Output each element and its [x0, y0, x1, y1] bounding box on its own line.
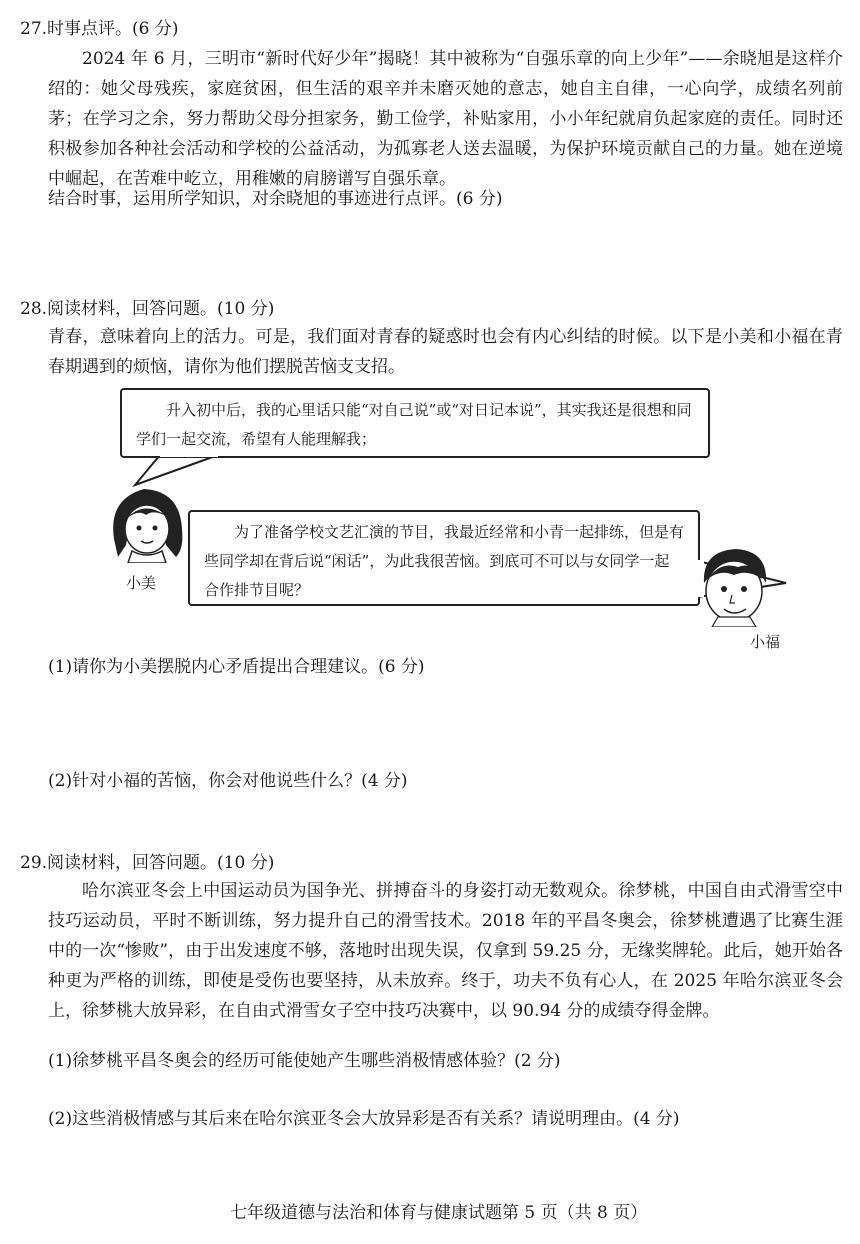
boy-illustration [694, 545, 774, 627]
speech-bubble-xiaofu: 为了准备学校文艺汇演的节目，我最近经常和小青一起排练，但是有些同学却在背后说“闲话”，为此我很苦恼。到底可不可以与女同学一起合作排节目呢？ [188, 510, 700, 606]
girl-name-label: 小美 [126, 574, 157, 592]
boy-name-label: 小福 [750, 633, 781, 651]
q28-sub1: (1)请你为小美摆脱内心矛盾提出合理建议。(6 分) [48, 657, 425, 677]
dialogue-illustration [100, 385, 820, 655]
q29-sub1: (1)徐梦桃平昌冬奥会的经历可能使她产生哪些消极情感体验？(2 分) [48, 1051, 561, 1071]
q27-paragraph: 2024 年 6 月，三明市“新时代好少年”揭晓！其中被称为“自强乐章的向上少年”——余晓旭是这样介绍的：她父母残疾，家庭贫困，但生活的艰辛并未磨灭她的意志，她自主自律，一心向学，成绩名列前茅；在学习之余，努力帮助父母分担家务，勤工俭学，补贴家用，小小年纪就肩负起家庭的责任。同时还积极参加各种社会活动和学校的公益活动，为孤寡老人送去温暖，为保护环境贡献自己的力量。她在逆境中崛起，在苦难中屹立，用稚嫩的肩膀谱写自强乐章。 [48, 49, 843, 189]
q29-paragraph: 哈尔滨亚冬会上中国运动员为国争光、拼搏奋斗的身姿打动无数观众。徐梦桃，中国自由式滑雪空中技巧运动员，平时不断训练，努力提升自己的滑雪技术。2018 年的平昌冬奥会，徐梦桃遭遇了比赛生涯中的一次“惨败”，由于出发速度不够，落地时出现失误，仅拿到 59.25 分，无缘奖牌轮。此后，她开始各种更为严格的训练，即使是受伤也要坚持，从未放弃。终于，功夫不负有心人，在 2025 年哈尔滨亚冬会上，徐梦桃大放异彩，在自由式滑雪女子空中技巧决赛中，以 90.94 分的成绩夺得金牌。 [48, 881, 843, 1021]
q28-paragraph: 青春，意味着向上的活力。可是，我们面对青春的疑惑时也会有内心纠结的时候。以下是小美和小福在青春期遇到的烦恼，请你为他们摆脱苦恼支支招。 [48, 327, 843, 377]
q28-sub2: (2)针对小福的苦恼，你会对他说些什么？(4 分) [48, 771, 408, 791]
girl-illustration [104, 479, 190, 563]
q27-title: 27.时事点评。(6 分) [20, 19, 179, 39]
q27-prompt: 结合时事，运用所学知识，对余晓旭的事迹进行点评。(6 分) [48, 189, 503, 209]
q29-sub2: (2)这些消极情感与其后来在哈尔滨亚冬会大放异彩是否有关系？请说明理由。(4 分) [48, 1109, 680, 1129]
q29-title: 29.阅读材料，回答问题。(10 分) [20, 853, 275, 873]
page-footer: 七年级道德与法治和体育与健康试题第 5 页（共 8 页） [230, 1203, 648, 1223]
q28-title: 28.阅读材料，回答问题。(10 分) [20, 299, 275, 319]
speech-bubble-xiaomei: 升入初中后，我的心里话只能“对自己说”或“对日记本说”，其实我还是很想和同学们一起交流，希望有人能理解我； [120, 388, 710, 458]
